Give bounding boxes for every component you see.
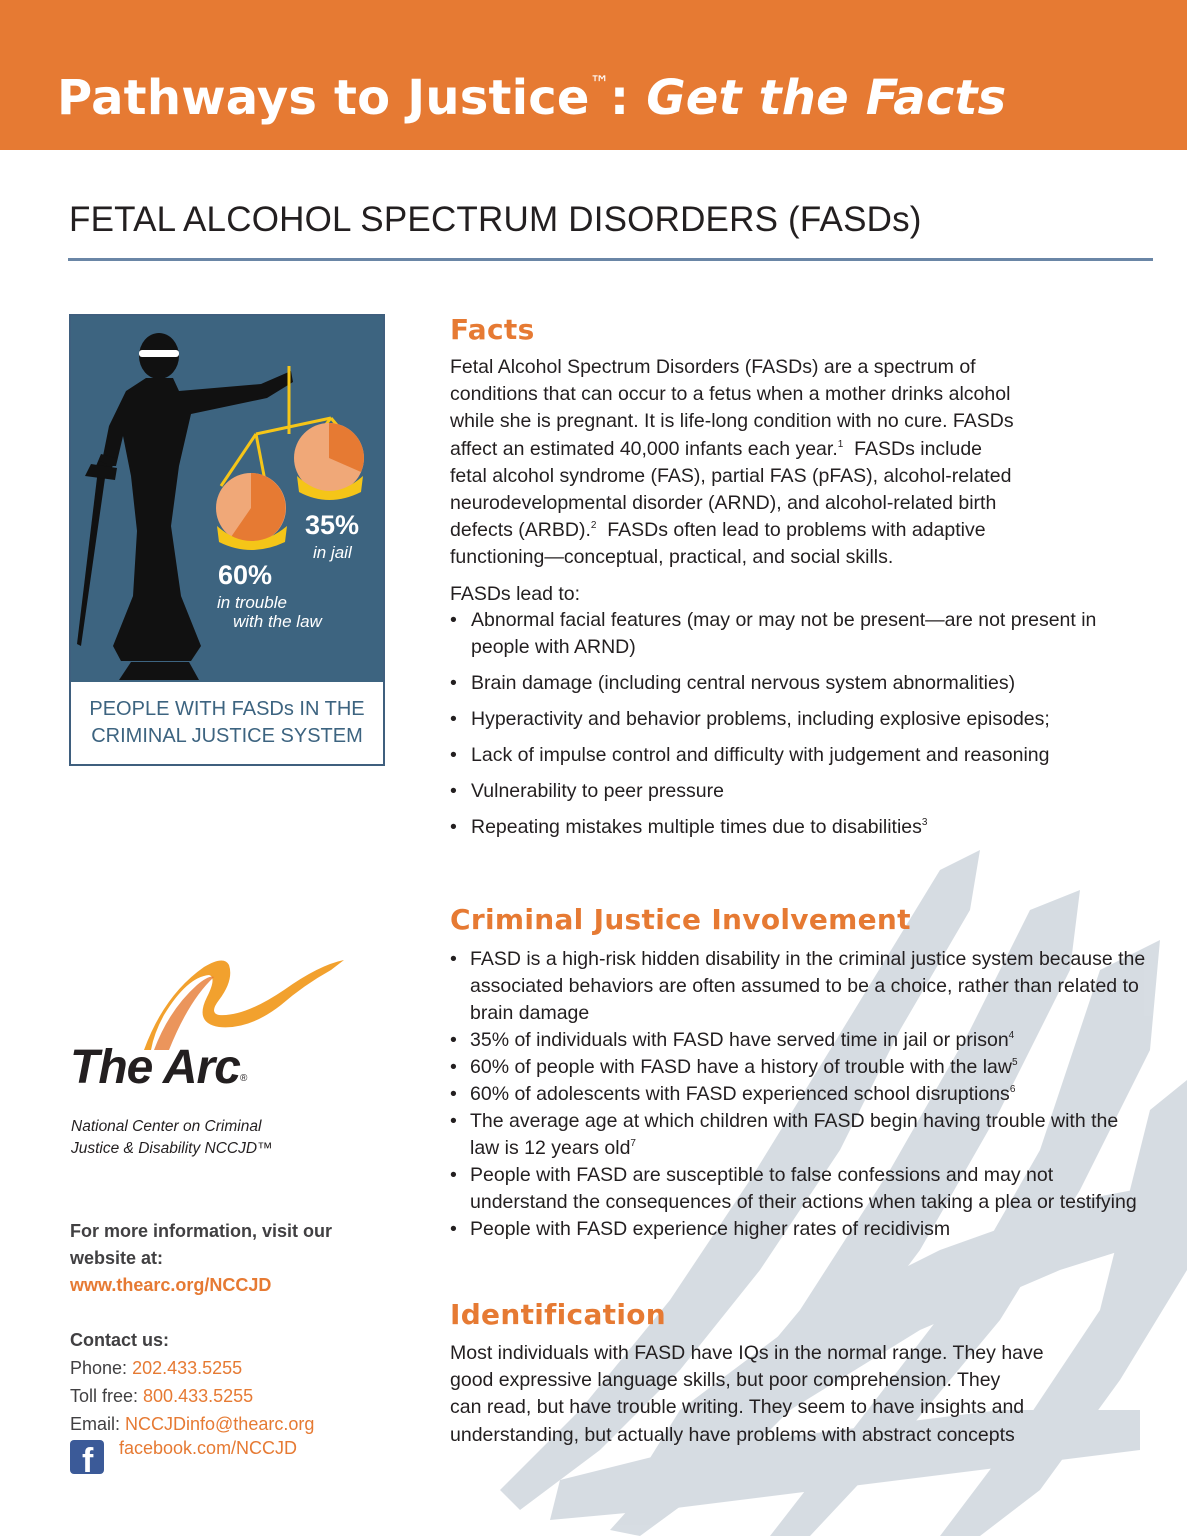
org-subtitle — [71, 1116, 331, 1160]
facts-paragraph — [450, 354, 1150, 572]
facebook-icon[interactable] — [70, 1440, 104, 1480]
more-info-block — [70, 1218, 370, 1299]
list-item: • FASD is a high-risk hidden disability in the criminal justice system because the associated behaviors are often assumed to be a choice, rather than related to brain damage — [450, 946, 1150, 1027]
list-item: • Hyperactivity and behavior problems, including explosive episodes; — [450, 706, 1140, 733]
header-banner — [0, 0, 1187, 150]
identification-line: good expressive language skills, but poor comprehension. They — [450, 1369, 1001, 1392]
list-item: • Repeating mistakes multiple times due to disabilities$^3$ — [450, 814, 1140, 841]
pie-chart-35-icon — [294, 423, 364, 500]
facts-bullet-list — [450, 607, 1140, 850]
org-subtitle-line: National Center on Criminal — [71, 1118, 262, 1135]
registered-mark: ® — [239, 1073, 247, 1084]
footnote-ref: 7 — [630, 1138, 636, 1149]
email-link[interactable]: NCCJDinfo@thearc.org — [125, 1414, 315, 1434]
document-subtitle: FETAL ALCOHOL SPECTRUM DISORDERS (FASDs) — [69, 200, 922, 239]
title-main: Pathways to Justice — [57, 70, 590, 126]
list-item: • 35% of individuals with FASD have served time in jail or prison$^4$ — [450, 1027, 1150, 1054]
pie-chart-60-icon — [216, 473, 287, 550]
leads-to-label: FASDs lead to: — [450, 583, 581, 605]
more-info-line: For more information, visit our — [70, 1221, 333, 1241]
criminal-justice-heading: Criminal Justice Involvement — [450, 903, 911, 936]
facebook-link[interactable]: facebook.com/NCCJD — [119, 1438, 298, 1458]
footnote-ref: 4 — [1008, 1030, 1015, 1041]
facts-line: functioning—conceptual, practical, and social skills. — [450, 546, 894, 569]
list-item: • 60% of people with FASD have a history of trouble with the law$^5$ — [450, 1054, 1150, 1081]
facebook-glyph: f — [82, 1442, 94, 1480]
list-item: • Vulnerability to peer pressure — [450, 778, 1140, 805]
divider-rule — [68, 258, 1153, 261]
list-item: • People with FASD experience higher rates of recidivism — [450, 1216, 1150, 1243]
criminal-justice-bullet-list — [450, 946, 1150, 1243]
org-name: The Arc® — [70, 1041, 247, 1094]
identification-heading: Identification — [450, 1298, 666, 1331]
facts-line: neurodevelopmental disorder (ARND), and alcohol-related birth — [450, 492, 997, 515]
facts-line: conditions that can occur to a fetus when a mother drinks alcohol — [450, 383, 1011, 406]
phone-link[interactable]: 202.433.5255 — [132, 1358, 243, 1378]
stat-60-percent: 60% — [218, 560, 273, 590]
tollfree-row: Toll free: 800.433.5255 — [70, 1386, 254, 1406]
infographic-panel — [71, 316, 383, 682]
facts-line: fetal alcohol syndrome (FAS), partial FAS (pFAS), alcohol-related — [450, 464, 1012, 487]
email-row: Email: NCCJDinfo@thearc.org — [70, 1414, 315, 1434]
footnote-ref: 5 — [1011, 1057, 1018, 1068]
the-arc-logo-icon — [69, 955, 359, 1050]
facts-line: affect an estimated 40,000 infants each year.$^1$ FASDs include — [450, 437, 983, 460]
list-item: • The average age at which children with FASD begin having trouble with the law is 12 years old$^7$ — [450, 1108, 1150, 1162]
caption-line-1: PEOPLE WITH FASDs IN THE — [89, 698, 365, 720]
stat-60-label-line2: with the law — [233, 612, 322, 631]
more-info-line: website at: — [70, 1248, 164, 1268]
contact-heading: Contact us: — [70, 1330, 169, 1350]
facts-line: Fetal Alcohol Spectrum Disorders (FASDs) are a spectrum of — [450, 356, 976, 378]
title-colon: : — [609, 70, 630, 126]
trademark-symbol: ™ — [589, 71, 610, 95]
stat-60-label-line1: in trouble — [217, 593, 287, 612]
footnote-ref: 6 — [1009, 1084, 1016, 1095]
tollfree-link[interactable]: 800.433.5255 — [143, 1386, 254, 1406]
infographic-caption — [71, 696, 383, 750]
org-subtitle-line: Justice & Disability NCCJD™ — [71, 1140, 273, 1157]
stat-35-percent: 35% — [305, 510, 360, 540]
caption-line-2: CRIMINAL JUSTICE SYSTEM — [91, 725, 363, 747]
list-item: • Brain damage (including central nervous system abnormalities) — [450, 670, 1140, 697]
list-item: • Lack of impulse control and difficulty with judgement and reasoning — [450, 742, 1140, 769]
facts-heading: Facts — [450, 313, 535, 346]
facts-line: defects (ARBD).$^2$ FASDs often lead to problems with adaptive — [450, 519, 986, 542]
lady-justice-illustration — [71, 316, 383, 682]
blindfold-icon — [139, 350, 179, 357]
identification-paragraph — [450, 1340, 1140, 1449]
contact-block — [70, 1326, 370, 1438]
list-item: • People with FASD are susceptible to false confessions and may not understand the consequences of their actions when taking a plea or testifying — [450, 1162, 1150, 1216]
footnote-ref: 2 — [590, 520, 597, 532]
page-title — [57, 70, 1006, 126]
footnote-ref: 1 — [837, 438, 844, 450]
stat-35-label: in jail — [313, 543, 352, 562]
identification-line: understanding, but actually have problems with abstract concepts — [450, 1423, 1015, 1446]
footnote-ref: 3 — [921, 817, 928, 828]
website-link[interactable]: www.thearc.org/NCCJD — [70, 1275, 272, 1295]
list-item: • 60% of adolescents with FASD experienced school disruptions$^6$ — [450, 1081, 1150, 1108]
title-italic: Get the Facts — [646, 70, 1007, 126]
identification-line: can read, but have trouble writing. They seem to have insights and — [450, 1396, 1025, 1419]
fasd-infographic — [69, 314, 385, 766]
list-item: • Abnormal facial features (may or may not be present—are not present in people with ARND) — [450, 607, 1140, 661]
phone-row: Phone: 202.433.5255 — [70, 1358, 243, 1378]
identification-line: Most individuals with FASD have IQs in the normal range. They have — [450, 1342, 1044, 1364]
facts-line: while she is pregnant. It is life-long condition with no cure. FASDs — [450, 410, 1014, 433]
